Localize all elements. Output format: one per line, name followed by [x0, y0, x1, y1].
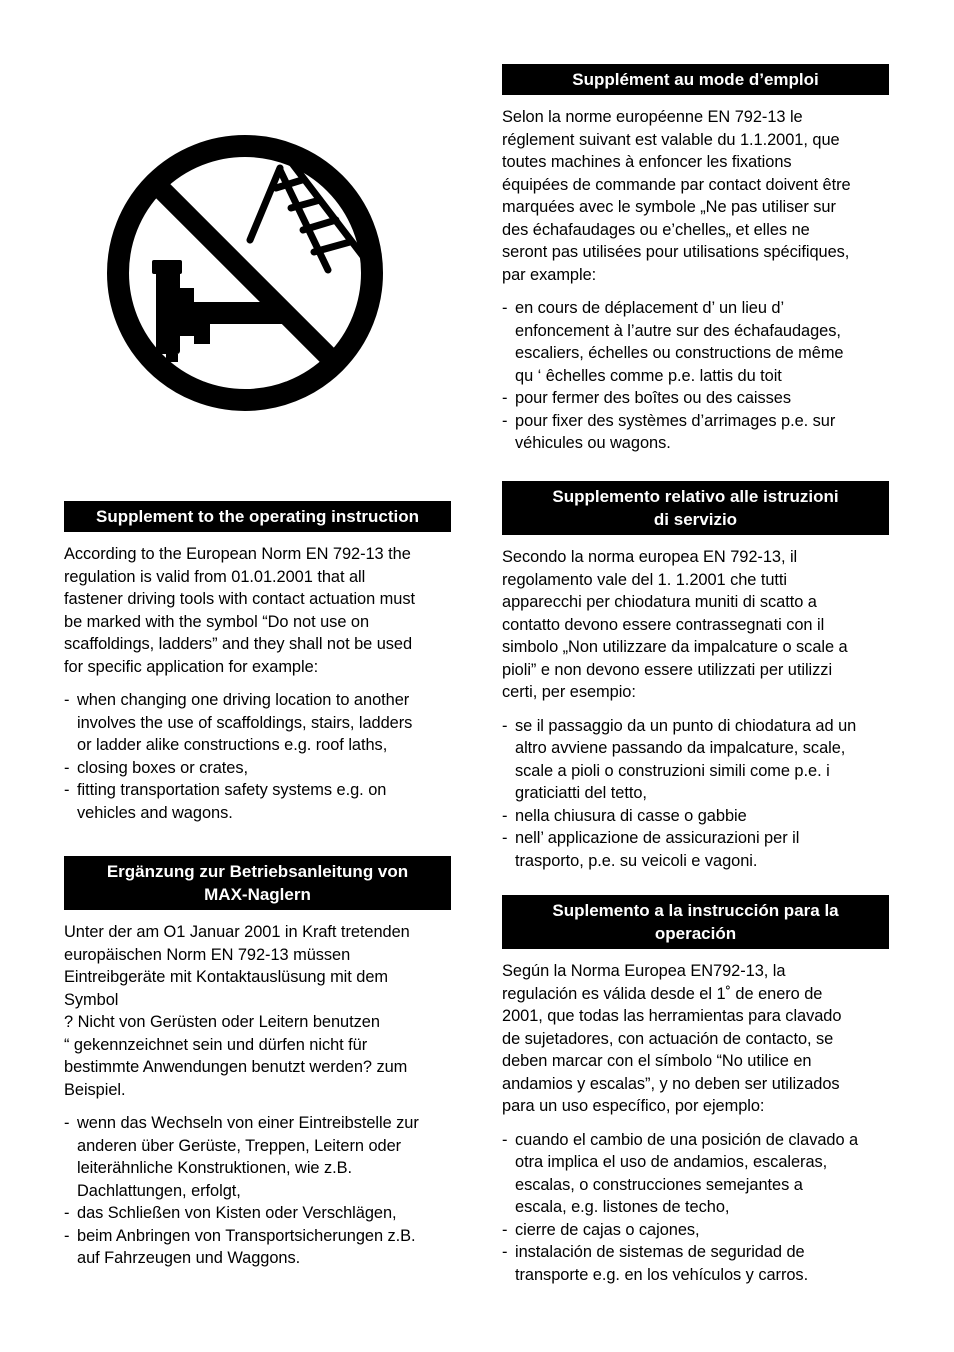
- section-title-line: Supplemento relativo alle istruzioni: [552, 487, 839, 506]
- section-intro: Según la Norma Europea EN792-13, la regulación es válida desde el 1˚ de enero de 2001, que todas las herramientas para clavado de sujetadores, con actuación de contacto, se deben marcar con el símbolo “No utilice en andamios y escalas”, y no deben ser utilizados para un uso específico, por ejemplo:: [502, 962, 842, 1115]
- section-intro: According to the European Norm EN 792-13 the regulation is valid from 01.01.2001 that all fastener driving tools with contact actuation must be marked with the symbol “Do not use on scaffoldings, ladders” and they shall not be used for specific application for example:: [64, 545, 415, 676]
- list-item: - nell’ applicazione de assicurazioni per il trasporto, p.e. su veicoli e vagoni.: [502, 827, 889, 872]
- list-item: - se il passaggio da un punto di chiodatura ad un altro avviene passando da impalcature, scale, scale a pioli o construzioni simili come p.e. i graticiatti del tetto,: [502, 715, 889, 805]
- section-title: [64, 856, 451, 910]
- section-title-line: Supplement to the operating instruction: [96, 507, 419, 526]
- list-item: - when changing one driving location to another involves the use of scaffoldings, stairs, ladders or ladder alike constructions e.g. roof laths,: [64, 689, 451, 757]
- section-intro: Unter der am O1 Januar 2001 in Kraft tretenden europäischen Norm EN 792-13 müssen Eintreibgeräte mit Kontaktauslüsung mit dem Symbol ? Nicht von Gerüsten oder Leitern benutzen “ gekennzeichnet sein und dürfen nicht für bestimmte Anwendungen benutzt werden? zum Beispiel.: [64, 923, 410, 1099]
- section-intro: Selon la norme européenne EN 792-13 le réglement suivant est valable du 1.1.2001, que toutes machines à enfoncer les fixations équipées de commande par contact doivent être marquées avec le symbole „Ne pas utiliser sur des échafaudages ou e’chelles„ et elles ne seront pas utilisées pour utilisations spécifiques, par example:: [502, 108, 851, 284]
- bullet-list: [502, 297, 889, 455]
- section-title: [64, 501, 451, 532]
- bullet-list: [502, 715, 889, 873]
- section-fr: [502, 64, 889, 455]
- list-item: - instalación de sistemas de seguridad de transporte e.g. en los vehículos y carros.: [502, 1241, 889, 1286]
- list-item: - cuando el cambio de una posición de clavado a otra implica el uso de andamios, escaleras, escalas, o construcciones semejantes a escala, e.g. listones de techo,: [502, 1129, 889, 1219]
- list-item: - pour fixer des systèmes d’arrimages p.e. sur véhicules ou wagons.: [502, 410, 889, 455]
- section-title-line: Ergänzung zur Betriebsanleitung von: [106, 862, 409, 881]
- section-title-line: Suplemento a la instrucción para la: [552, 901, 839, 920]
- list-item: - fitting transportation safety systems e.g. on vehicles and wagons.: [64, 779, 451, 824]
- list-item: - nella chiusura di casse o gabbie: [502, 805, 889, 828]
- section-title-line: Supplément au mode d’emploi: [572, 70, 819, 89]
- bullet-list: [64, 1112, 451, 1270]
- list-item: - wenn das Wechseln von einer Eintreibstelle zur anderen über Gerüste, Treppen, Leitern oder leiterähnliche Konstruktionen, wie z.B. Dachlattungen, erfolgt,: [64, 1112, 451, 1202]
- section-title-line: operación: [654, 924, 737, 943]
- list-item: - das Schließen von Kisten oder Verschlägen,: [64, 1202, 451, 1225]
- section-it: [502, 481, 889, 872]
- prohibition-sign-icon: [100, 128, 390, 418]
- list-item: - beim Anbringen von Transportsicherungen z.B. auf Fahrzeugen und Waggons.: [64, 1225, 451, 1270]
- section-en: [64, 501, 451, 824]
- nailer-icon: [152, 260, 286, 362]
- section-intro: Secondo la norma europea EN 792-13, il regolamento vale del 1. 1.2001 che tutti apparecchi per chiodatura muniti di scatto a contatto devono essere contrassegnati con il simbolo „Non utilizzare da impalcature o scale a pioli” e non devono essere utilizzati per utilizzi certi, per esempio:: [502, 548, 848, 701]
- section-title: [502, 64, 889, 95]
- section-title: [502, 895, 889, 949]
- list-item: - cierre de cajas o cajones,: [502, 1219, 889, 1242]
- list-item: - closing boxes or crates,: [64, 757, 451, 780]
- section-title-line: di servizio: [653, 510, 738, 529]
- list-item: - pour fermer des boîtes ou des caisses: [502, 387, 889, 410]
- section-es: [502, 895, 889, 1286]
- section-title-line: MAX-Naglern: [204, 885, 311, 904]
- section-title: [502, 481, 889, 535]
- bullet-list: [64, 689, 451, 824]
- list-item: - en cours de déplacement d’ un lieu d’ enfoncement à l’autre sur des échafaudages, escaliers, échelles ou constructions de même qu ‘ êchelles comme p.e. lattis du toit: [502, 297, 889, 387]
- bullet-list: [502, 1129, 889, 1287]
- section-de: [64, 856, 451, 1270]
